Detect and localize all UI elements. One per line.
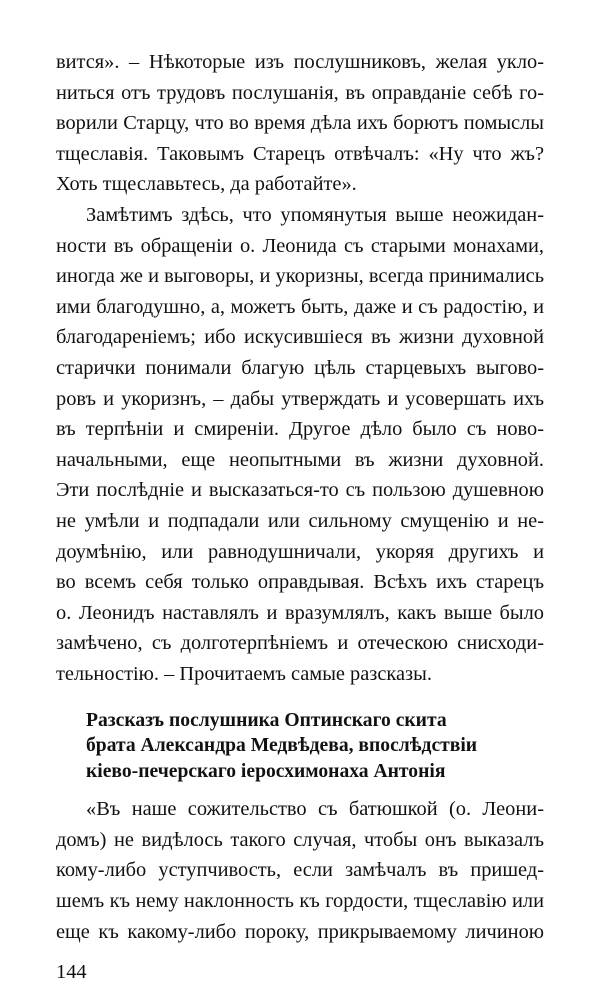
- text-line: начальными, еще неопытными въ жизни духовной.: [56, 448, 544, 471]
- page-number: 144: [56, 961, 87, 984]
- text-line: въ терпѣніи и смиреніи. Другое дѣло было съ ново-: [56, 418, 544, 441]
- text-line: ворили Старцу, что во время дѣла ихъ борютъ помыслы: [56, 112, 544, 135]
- text-line: ности въ обращеніи о. Леонида съ старыми монахами,: [56, 234, 544, 257]
- text-line: «Въ наше сожительство съ батюшкой (о. Леони-: [86, 798, 544, 821]
- text-line: домъ) не видѣлось такого случая, чтобы онъ выказалъ: [56, 828, 544, 851]
- text-line: ровъ и укоризнъ, – дабы утверждать и усовершать ихъ: [56, 387, 544, 410]
- text-line: шемъ къ нему наклонность къ гордости, тщеславію или: [56, 889, 544, 912]
- section-heading-line: брата Александра Медвѣдева, впослѣдствіи: [86, 735, 478, 757]
- text-line: тщеславія. Таковымъ Старецъ отвѣчалъ: «Ну что жъ?: [56, 142, 544, 165]
- text-line: во всемъ себя только оправдывая. Всѣхъ ихъ старецъ: [56, 571, 544, 594]
- text-line: старички понимали благую цѣль старцевыхъ выгово-: [56, 357, 544, 379]
- text-line: не умѣли и подпадали или сильному смущенію и не-: [56, 510, 544, 532]
- text-line: о. Леонидъ наставлялъ и вразумлялъ, какъ выше было: [56, 601, 544, 624]
- section-heading-line: Разсказъ послушника Оптинскаго скита: [86, 709, 447, 731]
- section-heading-line: кіево-печерскаго іеросхимонаха Антонія: [86, 760, 446, 782]
- text-line: Эти послѣдніе и высказаться-то съ пользою душевною: [56, 479, 544, 502]
- text-line: Хоть тщеславьтесь, да работайте».: [56, 173, 357, 196]
- text-line: замѣчено, съ долготерпѣніемъ и отеческою снисходи-: [56, 632, 544, 655]
- text-line: ниться отъ трудовъ послушанія, въ оправданіе себѣ го-: [56, 81, 544, 104]
- text-line: ими благодушно, а, можетъ быть, даже и съ радостію, и: [56, 295, 544, 318]
- text-line: вится». – Нѣкоторые изъ послушниковъ, желая укло-: [56, 51, 544, 73]
- text-line: Замѣтимъ здѣсь, что упомянутыя выше неожидан-: [86, 204, 544, 226]
- text-line: еще къ какому-либо пороку, прикрываемому личиною: [56, 920, 544, 943]
- text-line: иногда же и выговоры, и укоризны, всегда принимались: [56, 265, 544, 288]
- text-line: доумѣнію, или равнодушничали, укоряя другихъ и: [56, 540, 544, 563]
- text-line: благодареніемъ; ибо искусившіеся въ жизни духовной: [56, 326, 544, 349]
- text-line: тельностію. – Прочитаемъ самые разсказы.: [56, 663, 432, 685]
- text-line: кому-либо уступчивость, если замѣчалъ въ пришед-: [56, 859, 544, 882]
